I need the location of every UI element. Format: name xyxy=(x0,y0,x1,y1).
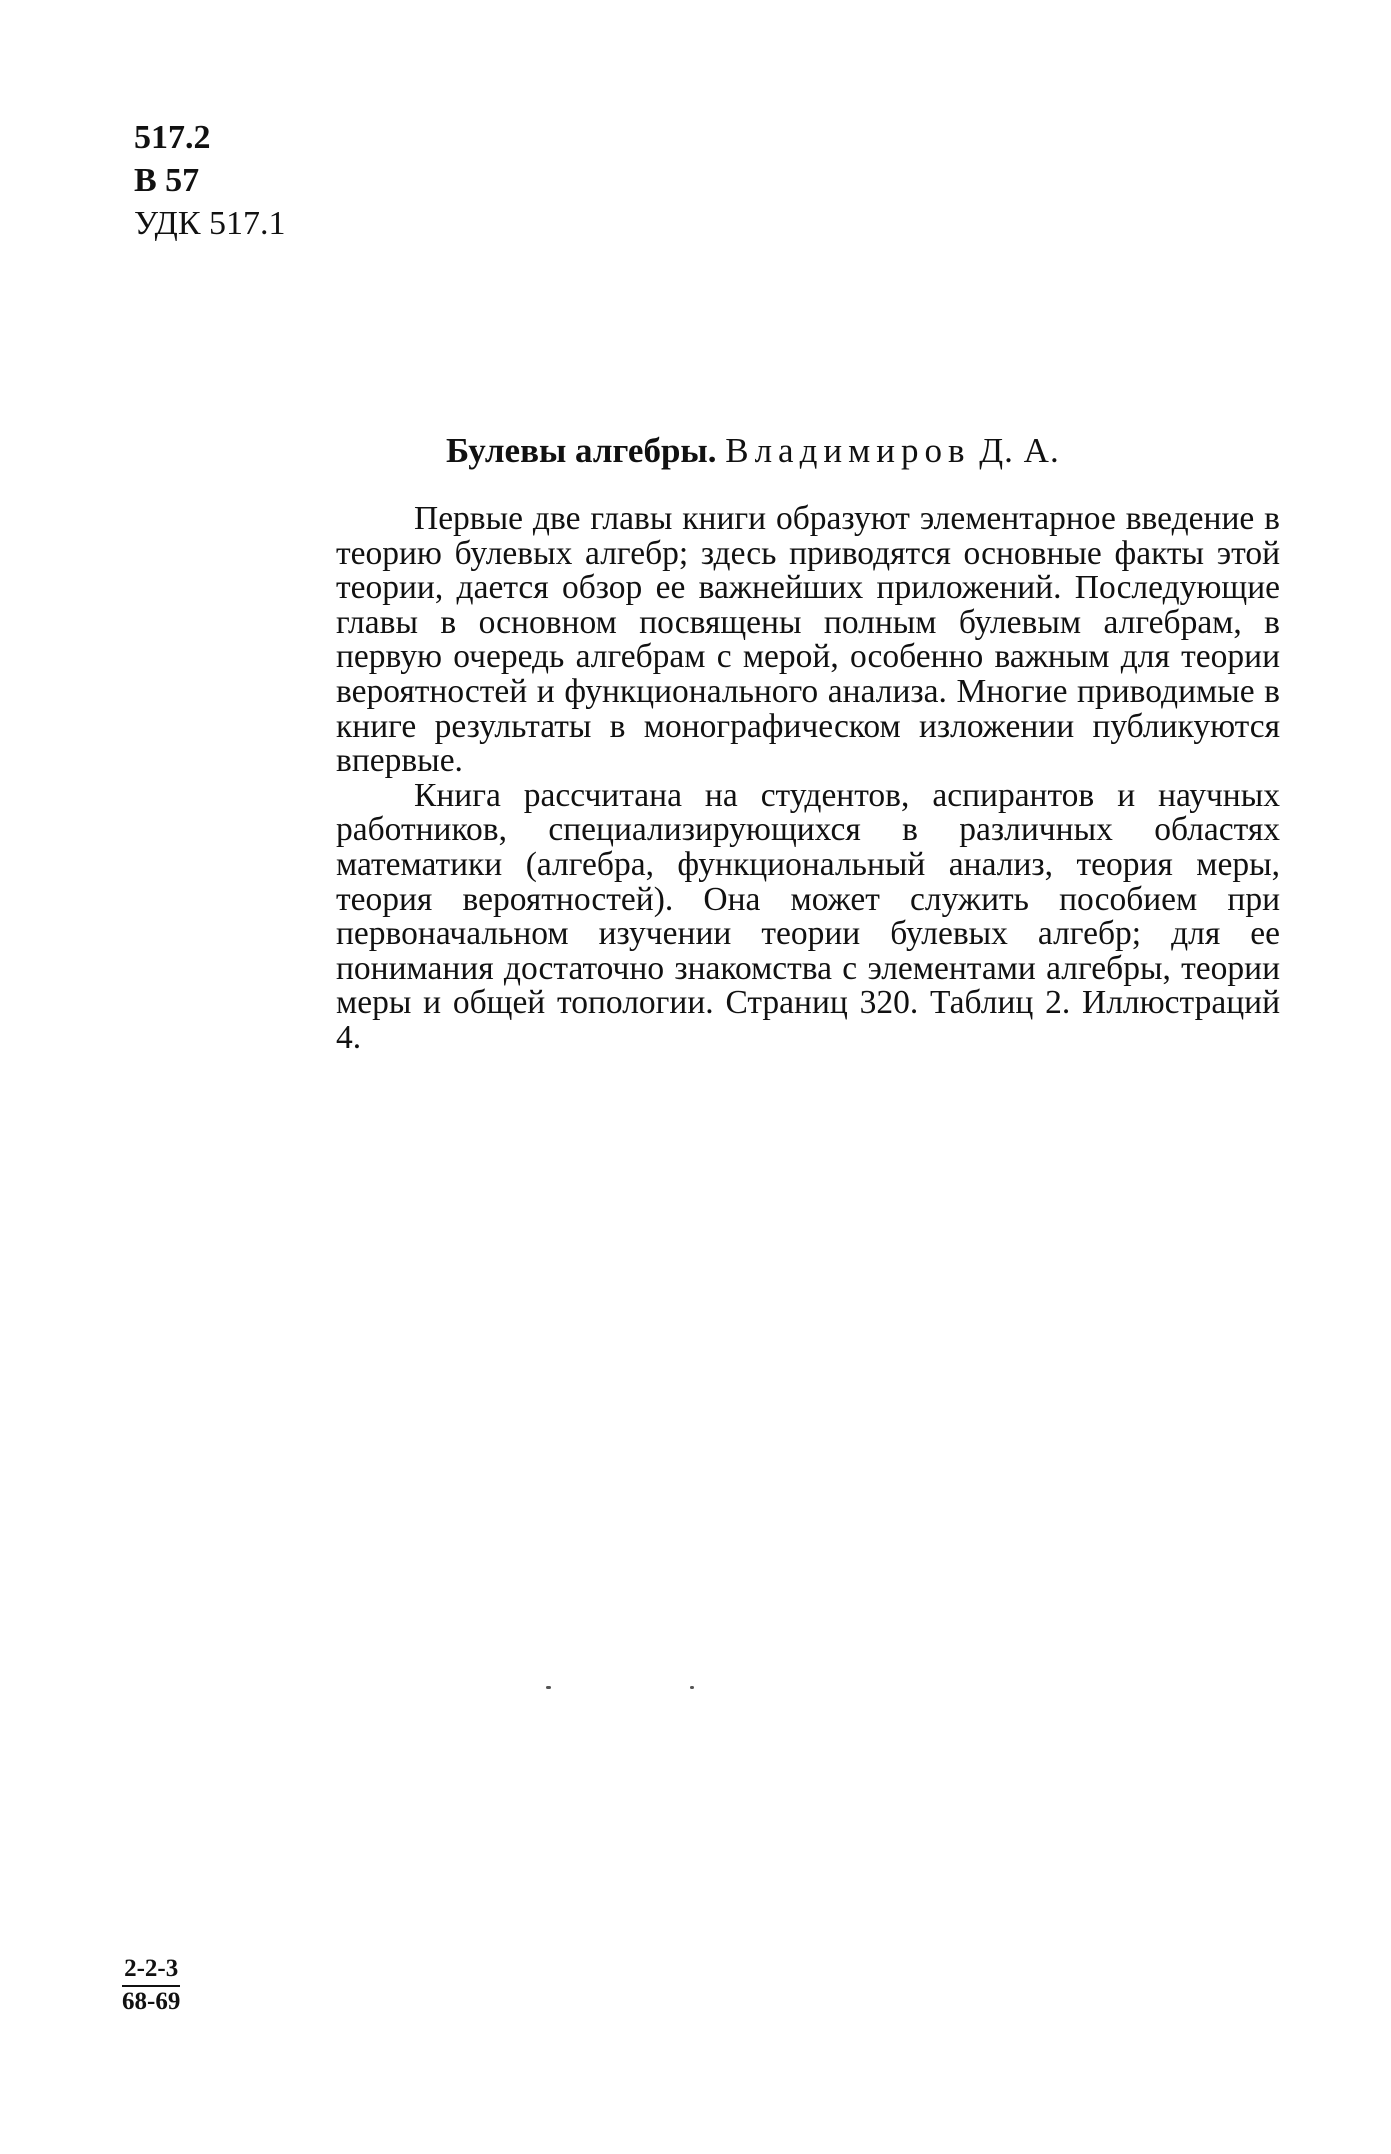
abstract-paragraph-1: Первые две главы книги образуют элементарное введение в теорию булевых алгебр; здесь приводятся основные факты этой теории, дается обзор ее важнейших приложений. Последующие главы в основном посвящены полным булевым алгебрам, в первую очередь алгебрам с мерой, особенно важным для теории вероятностей и функционального анализа. Многие приводимые в книге результаты в монографическом изложении публикуются впервые. xyxy=(336,500,1280,780)
abstract-paragraph-2: Книга рассчитана на студентов, аспирантов и научных работников, специализирующихся в различных областях математики (алгебра, функциональный анализ, теория меры, теория вероятностей). Она может служить пособием при первоначальном изучении теории булевых алгебр; для ее понимания достаточно знакомства с элементами алгебры, теории меры и общей топологии. Страниц 320. Таблиц 2. Иллюстраций 4. xyxy=(336,776,1280,1056)
abstract xyxy=(336,502,1280,1056)
bbk-index: 517.2 xyxy=(134,119,211,156)
publisher-code-denominator: 68-69 xyxy=(122,1988,181,2015)
book-title-line xyxy=(446,430,1060,472)
udk-index: УДК 517.1 xyxy=(134,205,286,242)
author-mark: В 57 xyxy=(134,162,200,199)
publisher-code-numerator: 2-2-3 xyxy=(122,1954,180,1987)
print-speck xyxy=(546,1686,551,1689)
author-initials: Д. А. xyxy=(979,431,1060,470)
classification-block xyxy=(134,116,286,245)
publisher-code xyxy=(122,1954,180,2017)
author-surname: Владимиров xyxy=(725,431,971,470)
print-speck xyxy=(690,1686,694,1689)
book-title: Булевы алгебры. xyxy=(446,431,717,470)
